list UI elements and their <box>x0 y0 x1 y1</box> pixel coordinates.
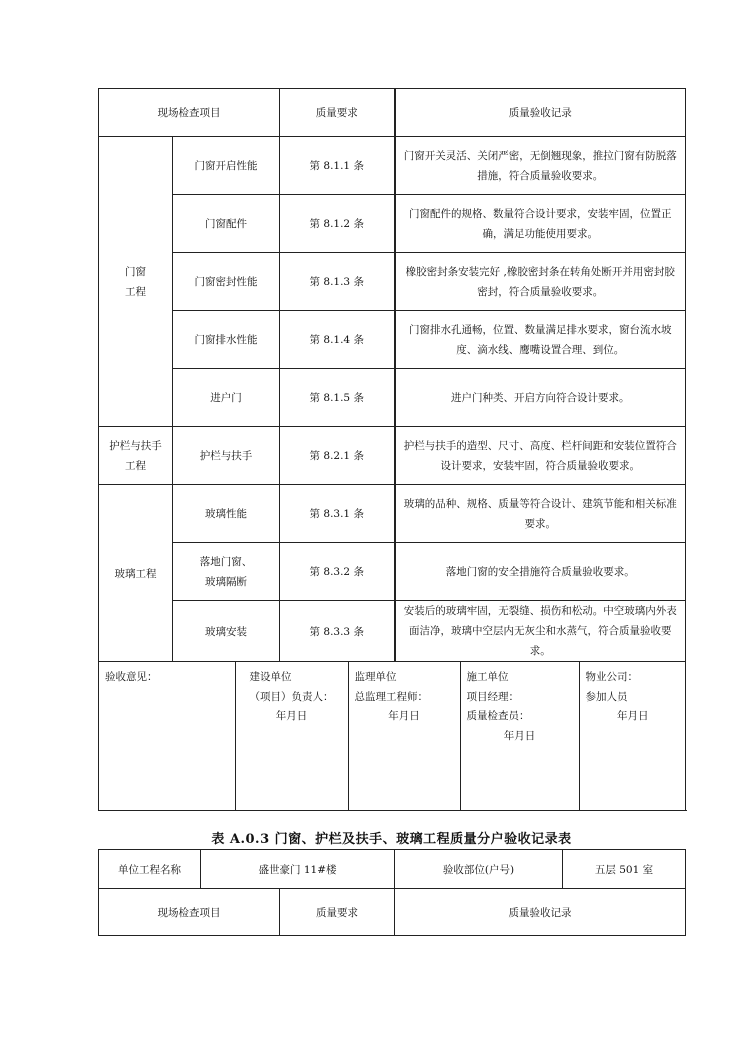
acceptance-opinion: 验收意见： <box>99 662 235 810</box>
build-unit-block <box>235 662 348 810</box>
header-record: 质量验收记录 <box>395 89 686 137</box>
second-header-row <box>99 889 686 936</box>
table-row <box>99 485 686 543</box>
construction-unit-label: 施工单位 <box>466 671 509 683</box>
table-row <box>99 427 686 485</box>
row-item: 进户门 <box>173 369 280 427</box>
project-info-row <box>99 850 686 889</box>
supervision-unit-block <box>348 662 460 810</box>
row-item: 护栏与扶手 <box>173 427 280 485</box>
row-item: 门窗配件 <box>173 195 280 253</box>
header-requirement-2: 质量要求 <box>280 889 395 936</box>
row-record: 进户门种类、开启方向符合设计要求。 <box>395 369 686 427</box>
header-item: 现场检查项目 <box>99 89 280 137</box>
table-caption: 表 A.0.3 门窗、护栏及扶手、玻璃工程质量分户验收记录表 <box>211 832 572 847</box>
group-glass: 玻璃工程 <box>99 485 173 662</box>
row-item: 门窗开启性能 <box>173 137 280 195</box>
supervision-date: 年月日 <box>388 710 420 722</box>
signature-table <box>99 662 686 810</box>
build-person-label: （项目）负责人： <box>249 690 334 703</box>
table-row <box>99 369 686 427</box>
unit-name-label: 单位工程名称 <box>99 850 201 889</box>
row-record: 玻璃的品种、规格、质量等符合设计、建筑节能和相关标准要求。 <box>395 485 686 543</box>
row-record: 门窗开关灵活、关闭严密，无倒翘现象，推拉门窗有防脱落措施，符合质量验收要求。 <box>395 137 686 195</box>
row-item: 玻璃性能 <box>173 485 280 543</box>
property-company-label: 物业公司： <box>585 671 638 683</box>
header-requirement: 质量要求 <box>280 89 395 137</box>
row-requirement: 第 8.3.1 条 <box>280 485 395 543</box>
build-unit-label: 建设单位 <box>249 671 292 683</box>
unit-name-value: 盛世豪门 11#楼 <box>201 850 395 889</box>
row-requirement: 第 8.1.5 条 <box>280 369 395 427</box>
property-person-label: 参加人员 <box>585 690 628 703</box>
group-rail: 护栏与扶手 工程 <box>99 427 173 485</box>
row-record: 门窗配件的规格、数量符合设计要求，安装牢固，位置正确，满足功能使用要求。 <box>395 195 686 253</box>
row-requirement: 第 8.1.3 条 <box>280 253 395 311</box>
row-requirement: 第 8.3.3 条 <box>280 601 395 662</box>
row-record: 安装后的玻璃牢固，无裂缝、损伤和松动。中空玻璃内外表面洁净，玻璃中空层内无灰尘和水蒸气，符合质量验收要求。 <box>395 601 686 662</box>
table-row <box>99 137 686 195</box>
row-record: 护栏与扶手的造型、尺寸、高度、栏杆间距和安装位置符合设计要求，安装牢固，符合质量验收要求。 <box>395 427 686 485</box>
construction-date: 年月日 <box>503 729 536 742</box>
row-requirement: 第 8.3.2 条 <box>280 543 395 601</box>
property-date: 年月日 <box>617 710 649 722</box>
construction-unit-block <box>460 662 579 810</box>
row-item: 落地门窗、 玻璃隔断 <box>173 543 280 601</box>
row-requirement: 第 8.2.1 条 <box>280 427 395 485</box>
table-row <box>99 253 686 311</box>
construction-inspector-label: 质量检查员： <box>466 710 530 722</box>
second-header-table <box>98 888 686 936</box>
row-requirement: 第 8.1.1 条 <box>280 137 395 195</box>
table-row <box>99 311 686 369</box>
row-requirement: 第 8.1.4 条 <box>280 311 395 369</box>
acceptance-table <box>98 88 686 811</box>
row-item: 门窗密封性能 <box>173 253 280 311</box>
supervision-person-label: 总监理工程师： <box>354 690 428 703</box>
table-row <box>99 601 686 662</box>
table-row <box>99 195 686 253</box>
build-date: 年月日 <box>275 710 308 722</box>
row-requirement: 第 8.1.2 条 <box>280 195 395 253</box>
table-header-row <box>99 89 686 137</box>
header-item-2: 现场检查项目 <box>99 889 280 936</box>
header-record-2: 质量验收记录 <box>395 889 686 936</box>
row-record: 门窗排水孔通畅，位置、数量满足排水要求，窗台流水坡度、滴水线、鹰嘴设置合理、到位。 <box>395 311 686 369</box>
row-record: 落地门窗的安全措施符合质量验收要求。 <box>395 543 686 601</box>
construction-manager-label: 项目经理： <box>466 690 519 703</box>
acceptance-part-value: 五层 501 室 <box>563 850 686 889</box>
group-window: 门窗 工程 <box>99 137 173 427</box>
row-item: 门窗排水性能 <box>173 311 280 369</box>
property-company-block <box>579 662 686 810</box>
acceptance-part-label: 验收部位(户号) <box>395 850 563 889</box>
row-item: 玻璃安装 <box>173 601 280 662</box>
row-record: 橡胶密封条安装完好 ,橡胶密封条在转角处断开并用密封胶密封，符合质量验收要求。 <box>395 253 686 311</box>
table-row <box>99 543 686 601</box>
signature-row <box>99 662 686 811</box>
supervision-unit-label: 监理单位 <box>354 671 397 683</box>
project-info-table <box>98 849 686 889</box>
